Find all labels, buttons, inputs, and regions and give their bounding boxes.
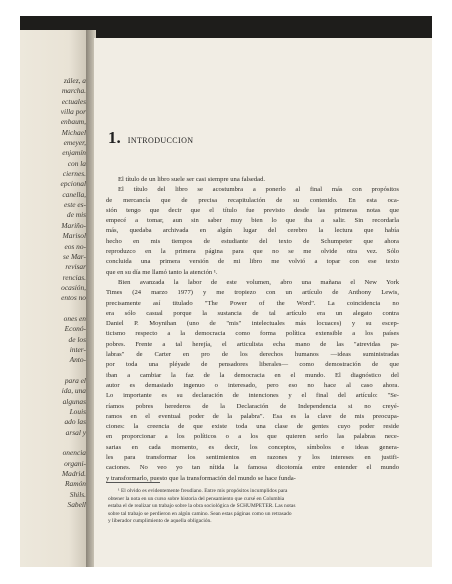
left-page-line: marcha. (61, 86, 86, 96)
left-page-line: enjamín (62, 148, 86, 158)
left-page-line: ectuales (61, 96, 86, 106)
left-page-line: enbaum, (60, 117, 86, 127)
chapter-title: INTRODUCCION (127, 136, 194, 145)
body-line: por toda una pléyade de pensadores liberales— como demostración de que (106, 361, 399, 369)
body-line: sarias en cada momento, es decir, los conceptos, símbolos e ideas genera- (106, 443, 399, 451)
body-line: concluida una primera versión de mi libro me volvió a topar con ese texto (106, 258, 399, 266)
left-page-line: Anto- (69, 355, 86, 365)
body-line: en proporcionar a los políticos o a los que quieren serlo las palabras nece- (106, 433, 399, 441)
body-line: ramos en el eventual poder de la palabra". Esa es la clave de mis preocupa- (106, 412, 399, 420)
body-line: Bien avanzada la labor de este volumen, abro una mañana el New York (118, 278, 399, 286)
body-line: de mercancía que de precisa recapitulación de su contenido. En esta oca- (106, 196, 399, 204)
left-page-line: Madrid. (61, 469, 86, 479)
left-page-line: ida, una (61, 386, 86, 396)
right-page (94, 38, 432, 567)
left-page-line: ado las (64, 417, 86, 427)
body-line: Times (24 marzo 1977) y me tropiezo con un artículo de Anthony Lewis, (106, 289, 399, 297)
body-line: iban a cambiar la faz de la democracia en el mundo. El diagnóstico del (106, 371, 399, 379)
body-line: Lo importante es su declaración de intenciones y el final del artículo: "Se- (106, 392, 399, 400)
left-page-line (20, 438, 86, 448)
left-page-line: epcional (60, 179, 86, 189)
body-line: pobres. Frente a tal herejía, el articulista echa mano de las "atrevidas pa- (106, 340, 399, 348)
left-page-line: Sabell (67, 500, 86, 510)
footnote-line: estaba el de realizar un trabajo sobre la obra sociológica de SCHUMPETER. Las notas (108, 503, 296, 509)
footnote-line: sobre tal trabajo se perdieron en algún camino. Sean estas páginas como un retrasado (108, 510, 292, 517)
footnote-line: obtener la nota en un curso sobre historia del pensamiento que cursé en Columbia (108, 495, 285, 502)
body-line: caciones. No veo yo tan nítida la famosa dicotomía entre entender el mundo (106, 464, 399, 472)
left-page-line: con la (67, 158, 86, 168)
left-page-line: onencia (62, 448, 86, 458)
left-page-line: ocasión, (61, 282, 86, 292)
left-page-line: Mariño- (61, 220, 86, 230)
body-line: empecé a tomar, aun sin saber muy bien lo que iba a salir. Sin recordarla (106, 217, 399, 225)
body-line: que en su día me llamó tanto la atención ¹. (106, 268, 218, 276)
body-line: y transformarlo, puesto que la transformación del mundo se hace funda- (106, 474, 296, 482)
left-page-line: arsal y (65, 427, 86, 437)
body-line: ticismo respecto a la democracia como forma política extensible a los países (106, 330, 399, 338)
body-line: Daniel P. Moynihan (uno de "mis" intelectuales más locuaces) y su escep- (106, 320, 399, 328)
left-page-line: se Mar- (62, 251, 86, 261)
left-page-line: Shils. (69, 489, 86, 499)
left-page-line: de mis (66, 210, 86, 220)
body-line: labras" de Carter en pro de los derechos humanos —ideas suministradas (106, 351, 399, 359)
left-page-line: de los (68, 334, 86, 344)
left-page-line: Louis (69, 407, 86, 416)
scanned-book-spread (20, 16, 432, 567)
footnotes (108, 488, 384, 526)
left-page-line: inter- (69, 344, 86, 354)
body-line: hecho en mis tiempos de estudiante del texto de Schumpeter que ahora (106, 237, 399, 245)
left-page-line: villa por (60, 107, 86, 117)
left-page-line: ones en (63, 313, 86, 323)
body-line: ciones: la creencia de que existe toda una clase de gentes cuyo poder reside (106, 423, 399, 431)
left-page-line: Ramón (65, 479, 86, 489)
left-page-line: entos no (61, 293, 86, 303)
chapter-number: 1. (108, 128, 121, 147)
left-page-line: ciernes. (62, 169, 86, 179)
left-page (20, 30, 90, 567)
footnote-line: ¹ El olvido es evidentemente freudiano. Entre mis propósitos incumplidos para (118, 488, 288, 494)
body-line: El título del libro se acostumbra a ponerlo al final más con propósitos (118, 186, 399, 194)
chapter-heading (108, 128, 193, 148)
left-page-line: rencias. (62, 272, 86, 282)
footnote-line: y liberador cumplimiento de aquella obligación. (108, 518, 212, 524)
left-page-line: algunas (62, 396, 86, 406)
left-page-line: revisar (65, 262, 86, 272)
body-line: sión tengo que decir que el título fue previsto desde las primeras notas que (106, 206, 399, 214)
left-page-line: eos no- (64, 241, 86, 251)
chapter-body (106, 175, 399, 484)
left-page-line: Marisol (62, 231, 86, 241)
body-line: más, quedaba archivada en algún lugar del cerebro la lectura que había (106, 227, 399, 235)
left-page-line: canella, (62, 189, 86, 199)
footnote-separator (106, 482, 160, 483)
left-page-line: Econó- (64, 324, 86, 334)
left-page-line (20, 304, 86, 314)
body-line: autor es demasiado ingenuo o interesado, pero eso no hace al caso ahora. (106, 381, 399, 389)
body-line: El título de un libro suele ser casi siempre una falsedad. (118, 176, 266, 183)
body-line: precisamente así titulado "The Power of the Word". La coincidencia no (106, 299, 399, 307)
left-page-line: este es- (64, 200, 86, 210)
left-page-line (20, 366, 86, 376)
left-page-line: Michael (61, 127, 86, 137)
body-line: les para transformar los sentimientos en razones y los intereses en justifi- (106, 454, 399, 462)
left-page-line: organi- (64, 458, 86, 468)
left-page-line: emeyer, (63, 138, 86, 148)
body-line: era sólo casual porque la sustancia de tal artículo era un alegato contra (106, 309, 399, 317)
left-page-line: para el (64, 375, 86, 385)
body-line: reproduzco en la primera página para que no se me olvide otra vez. Sólo (106, 248, 399, 256)
body-line: ríamos pobres herederos de la Declaración de Independencia si no creyé- (106, 402, 399, 410)
left-page-line: zález, a (63, 76, 86, 85)
left-page-text (20, 76, 86, 510)
